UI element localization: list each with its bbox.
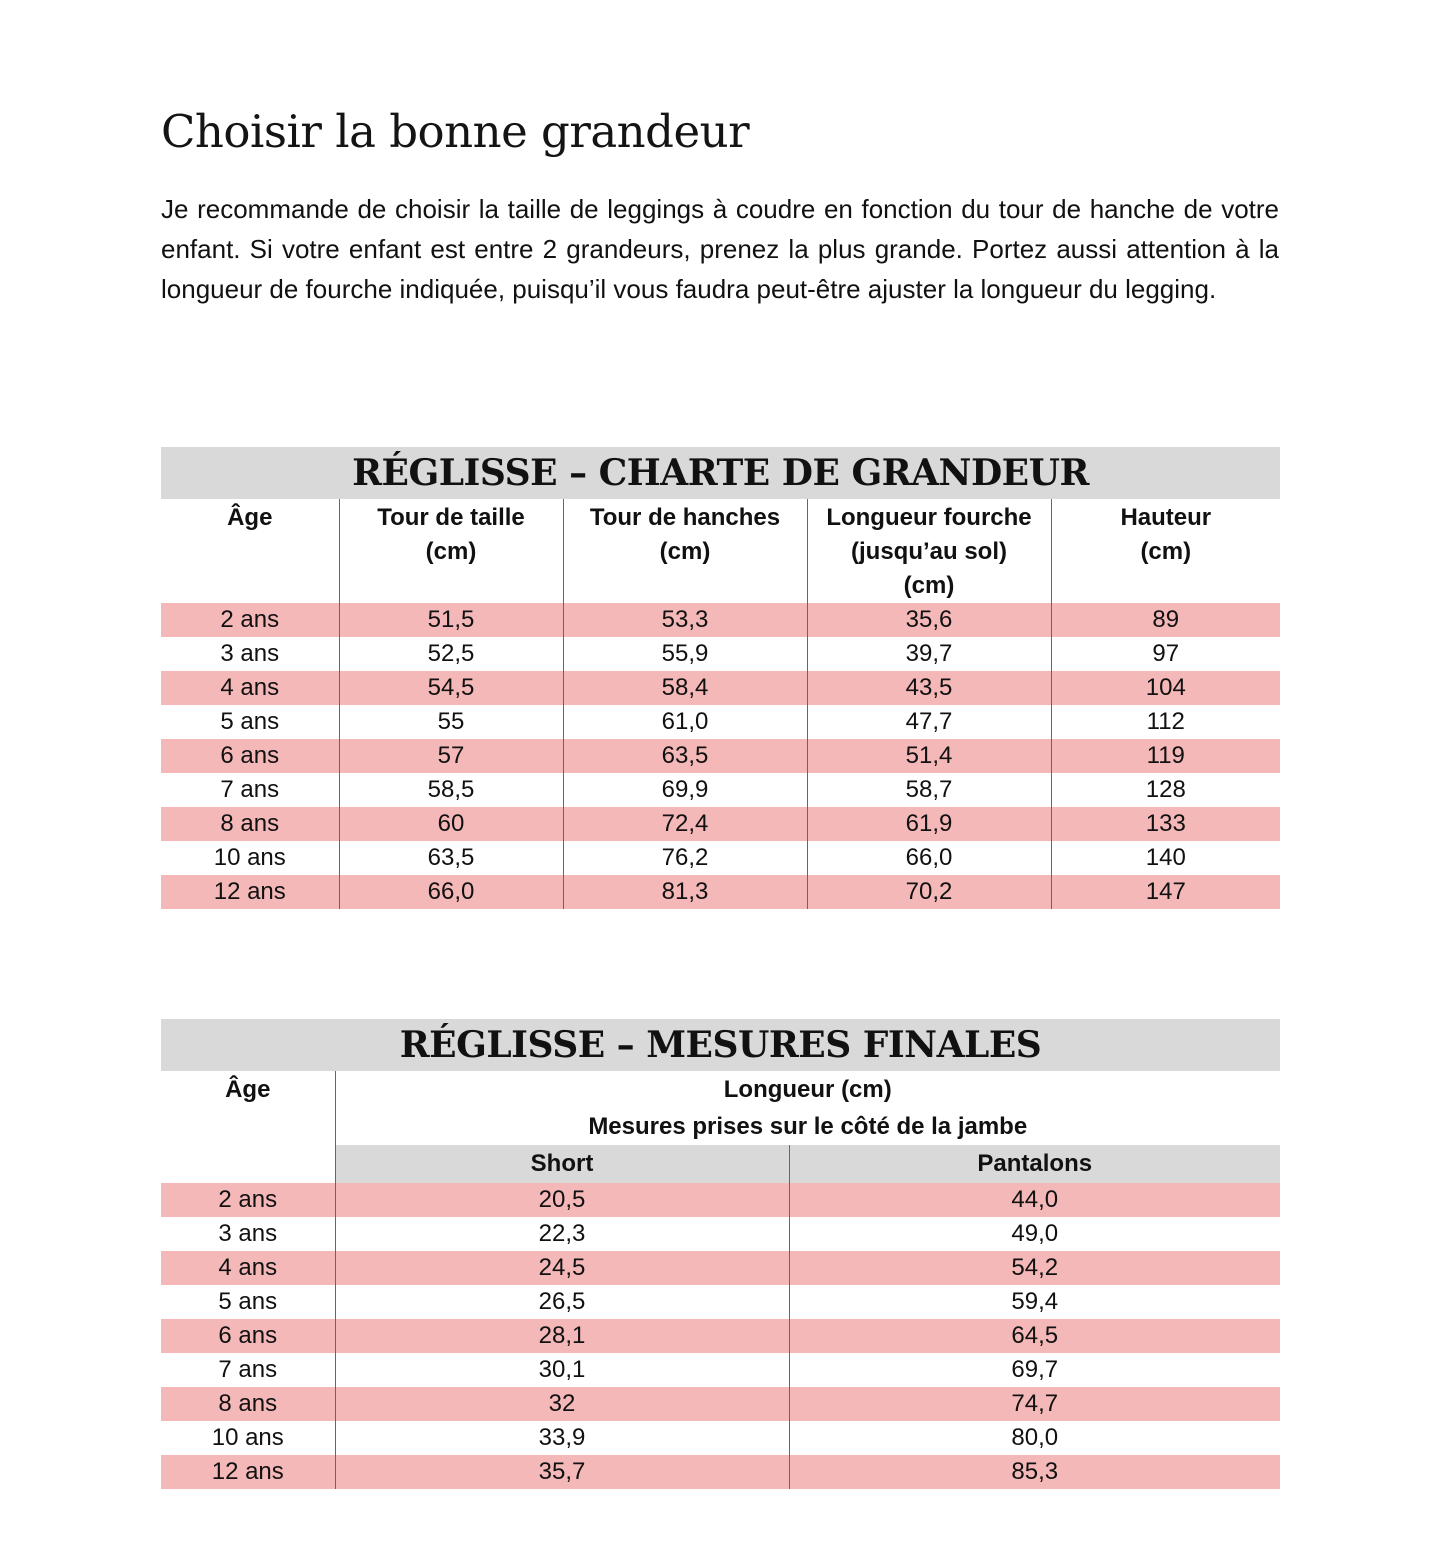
table-row [161, 1251, 1280, 1285]
column-header-line: (cm) [903, 572, 955, 599]
age-cell: 5 ans [220, 708, 280, 735]
column-header-line: (cm) [1140, 538, 1192, 565]
column-header-tour-de-hanches [563, 499, 807, 603]
age-cell: 6 ans [161, 1319, 335, 1353]
length-header-title: Longueur (cm) [723, 1076, 892, 1103]
value-cell: 22,3 [335, 1217, 789, 1251]
value-cell: 74,7 [789, 1387, 1280, 1421]
value-cell: 55 [339, 705, 563, 739]
value-cell: 44,0 [789, 1183, 1280, 1217]
value-cell: 61,9 [807, 807, 1051, 841]
table-row [161, 807, 1280, 841]
final-measures-age-header: Âge [225, 1076, 271, 1103]
value-cell: 58,5 [339, 773, 563, 807]
value-cell: 51,5 [339, 603, 563, 637]
value-cell: 80,0 [789, 1421, 1280, 1455]
column-header-hauteur [1051, 499, 1280, 603]
age-cell: 7 ans [220, 776, 280, 803]
table-row [161, 1353, 1280, 1387]
value-cell: 51,4 [807, 739, 1051, 773]
value-cell: 147 [1051, 875, 1280, 909]
table-row [161, 739, 1280, 773]
age-cell: 6 ans [161, 739, 339, 773]
table-row [161, 671, 1280, 705]
value-cell: 49,0 [789, 1217, 1280, 1251]
table-row [161, 637, 1280, 671]
age-cell: 3 ans [220, 640, 280, 667]
column-header-line: (cm) [425, 538, 477, 565]
value-cell: 55,9 [563, 637, 807, 671]
value-cell: 66,0 [807, 841, 1051, 875]
table-row [161, 705, 1280, 739]
value-cell: 104 [1051, 671, 1280, 705]
column-header-age [161, 499, 339, 603]
value-cell: 89 [1051, 603, 1280, 637]
column-header-short: Short [335, 1145, 789, 1183]
value-cell: 69,9 [563, 773, 807, 807]
size-chart-header-row [161, 499, 1280, 603]
value-cell: 61,0 [563, 705, 807, 739]
age-cell: 4 ans [161, 1251, 335, 1285]
table-row [161, 1217, 1280, 1251]
table-row [161, 1319, 1280, 1353]
size-chart-title: RÉGLISSE – CHARTE DE GRANDEUR [161, 447, 1280, 499]
value-cell: 81,3 [563, 875, 807, 909]
age-cell: 12 ans [161, 875, 339, 909]
value-cell: 64,5 [789, 1319, 1280, 1353]
column-header-line: Hauteur [1120, 504, 1212, 531]
table-row [161, 1183, 1280, 1217]
intro-paragraph: Je recommande de choisir la taille de leggings à coudre en fonction du tour de hanche de votre enfant. Si votre enfant est entre 2 grandeurs, prenez la plus grande. Portez aussi attention à la longueur de fourche indiquée, puisqu’il vous faudra peut-être ajuster la longueur du legging. [161, 194, 1279, 304]
value-cell: 35,6 [807, 603, 1051, 637]
value-cell: 57 [339, 739, 563, 773]
column-header-line: Âge [227, 504, 273, 531]
table-row [161, 841, 1280, 875]
value-cell: 133 [1051, 807, 1280, 841]
value-cell: 85,3 [789, 1455, 1280, 1489]
column-header-line: Tour de taille [377, 504, 525, 531]
table-row [161, 1285, 1280, 1319]
value-cell: 43,5 [807, 671, 1051, 705]
age-cell: 2 ans [161, 1183, 335, 1217]
value-cell: 97 [1051, 637, 1280, 671]
age-cell: 10 ans [211, 1424, 284, 1451]
value-cell: 128 [1051, 773, 1280, 807]
age-cell: 12 ans [161, 1455, 335, 1489]
value-cell: 58,7 [807, 773, 1051, 807]
age-cell: 7 ans [218, 1356, 278, 1383]
column-header-line: (jusqu’au sol) [851, 538, 1007, 565]
age-cell: 10 ans [213, 844, 286, 871]
table-row [161, 773, 1280, 807]
value-cell: 32 [335, 1387, 789, 1421]
value-cell: 54,5 [339, 671, 563, 705]
value-cell: 53,3 [563, 603, 807, 637]
value-cell: 63,5 [563, 739, 807, 773]
value-cell: 28,1 [335, 1319, 789, 1353]
age-cell: 5 ans [218, 1288, 278, 1315]
value-cell: 66,0 [339, 875, 563, 909]
length-header [335, 1071, 1280, 1145]
value-cell: 70,2 [807, 875, 1051, 909]
value-cell: 54,2 [789, 1251, 1280, 1285]
value-cell: 26,5 [335, 1285, 789, 1319]
age-cell: 8 ans [161, 1387, 335, 1421]
final-measures-title: RÉGLISSE – MESURES FINALES [161, 1019, 1280, 1071]
value-cell: 59,4 [789, 1285, 1280, 1319]
value-cell: 47,7 [807, 705, 1051, 739]
value-cell: 39,7 [807, 637, 1051, 671]
value-cell: 76,2 [563, 841, 807, 875]
value-cell: 63,5 [339, 841, 563, 875]
value-cell: 30,1 [335, 1353, 789, 1387]
column-header-pantalons: Pantalons [789, 1145, 1280, 1183]
age-cell: 4 ans [161, 671, 339, 705]
value-cell: 119 [1051, 739, 1280, 773]
table-row [161, 1421, 1280, 1455]
page-title: Choisir la bonne grandeur [161, 105, 750, 158]
column-header-line: Tour de hanches [589, 504, 781, 531]
table-row [161, 1387, 1280, 1421]
value-cell: 35,7 [335, 1455, 789, 1489]
value-cell: 58,4 [563, 671, 807, 705]
value-cell: 33,9 [335, 1421, 789, 1455]
size-chart-table [161, 447, 1280, 909]
value-cell: 60 [339, 807, 563, 841]
age-cell: 2 ans [161, 603, 339, 637]
value-cell: 140 [1051, 841, 1280, 875]
column-header-longueur-fourche [807, 499, 1051, 603]
column-header-tour-de-taille [339, 499, 563, 603]
value-cell: 52,5 [339, 637, 563, 671]
final-measures-table [161, 1019, 1280, 1489]
table-row [161, 603, 1280, 637]
column-header-line: Longueur fourche [826, 504, 1032, 531]
length-header-subtitle: Mesures prises sur le côté de la jambe [588, 1113, 1028, 1140]
table-row [161, 1455, 1280, 1489]
value-cell: 69,7 [789, 1353, 1280, 1387]
value-cell: 24,5 [335, 1251, 789, 1285]
value-cell: 72,4 [563, 807, 807, 841]
table-row [161, 875, 1280, 909]
age-cell: 8 ans [161, 807, 339, 841]
value-cell: 20,5 [335, 1183, 789, 1217]
column-header-line: (cm) [659, 538, 711, 565]
value-cell: 112 [1051, 705, 1280, 739]
age-cell: 3 ans [218, 1220, 278, 1247]
